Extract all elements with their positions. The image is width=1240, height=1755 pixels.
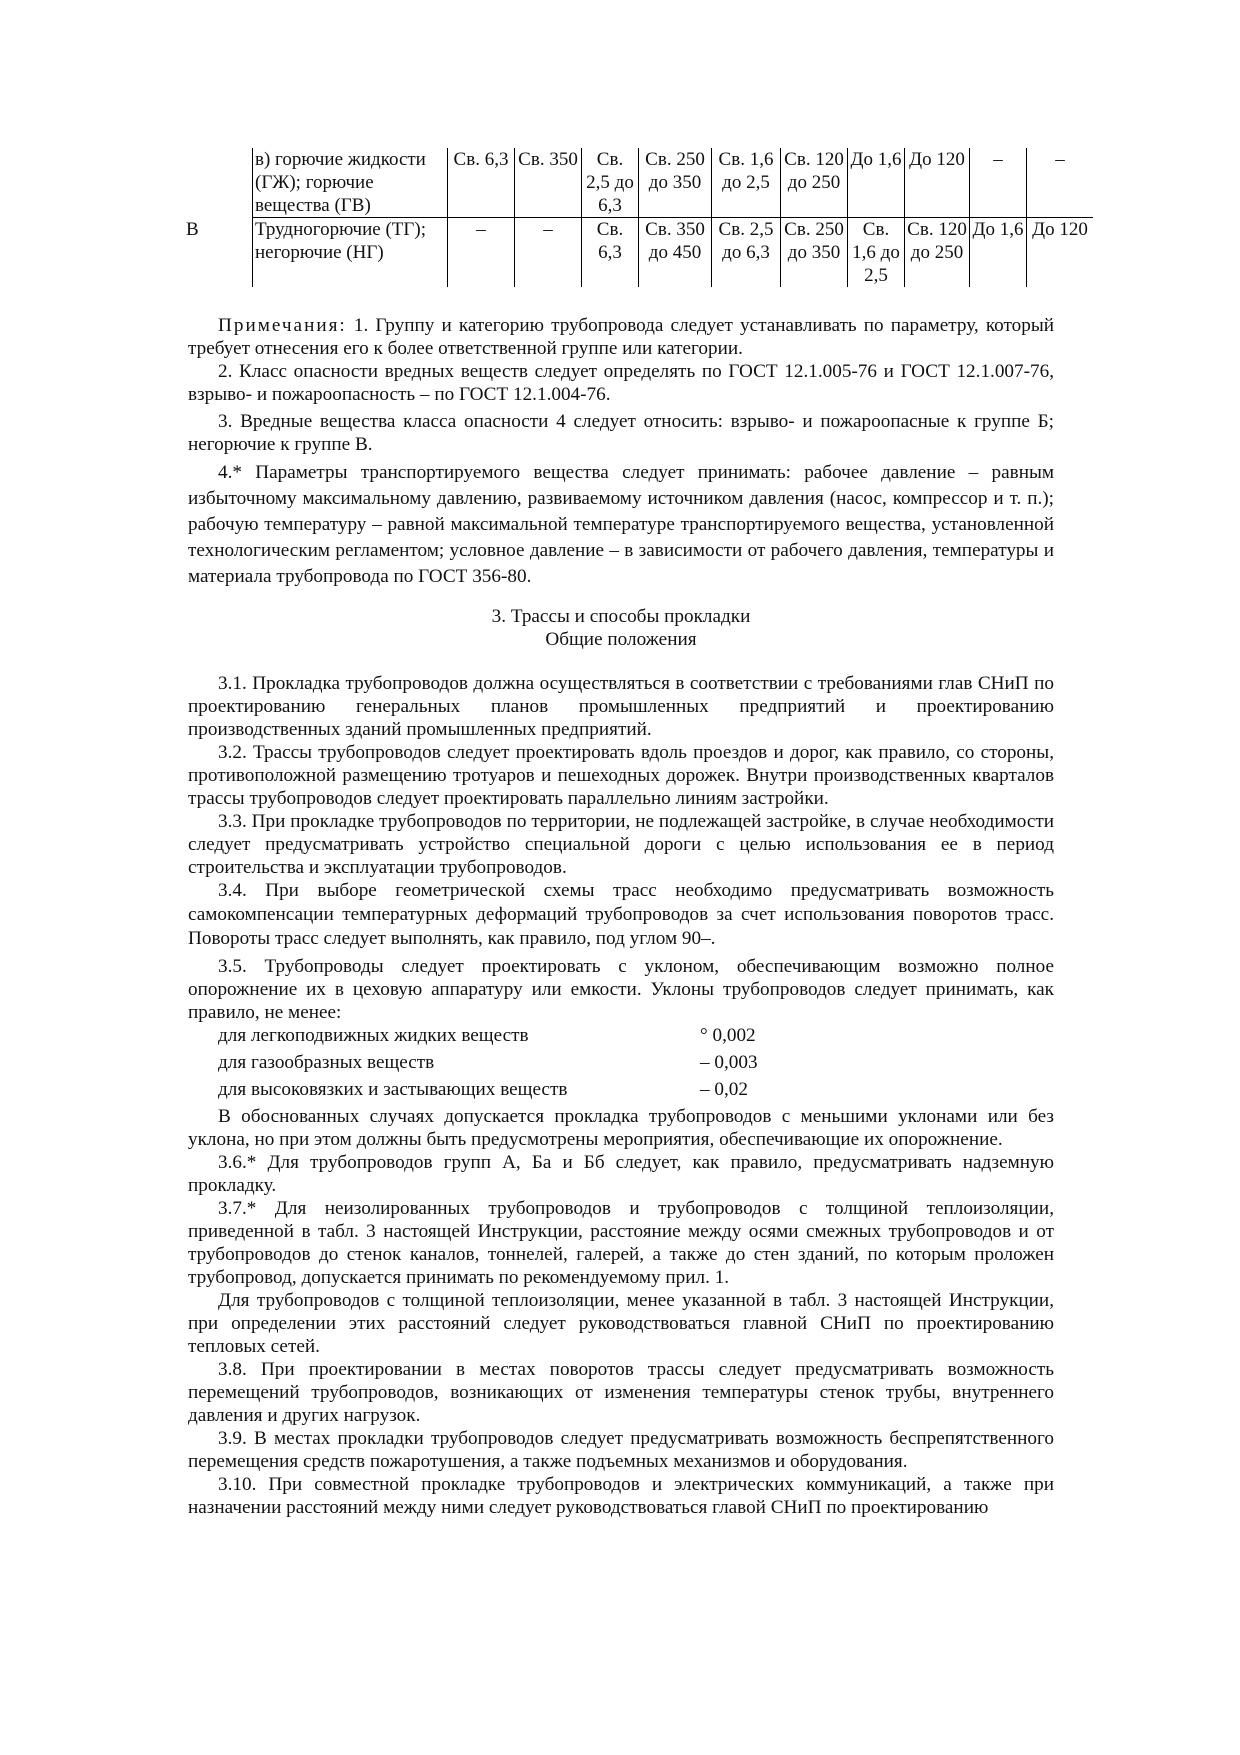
value-cell: Св. 2,5 до 6,3 (712, 218, 781, 288)
paragraph-3-5: 3.5. Трубопроводы следует проектировать с уклоном, обеспечивающим возможно полное опорожнение их в цеховую аппаратуру или емкости. Уклоны трубопроводов следует принимать, как правило, не менее: (188, 956, 1054, 1023)
value-cell: До 120 (1027, 218, 1094, 288)
value-cell: До 120 (905, 148, 970, 218)
value-cell: – (448, 218, 515, 288)
paragraph-3-6: 3.6.* Для трубопроводов групп А, Ба и Бб следует, как правило, предусматривать надземную прокладку. (188, 1152, 1054, 1196)
section-title: 3. Трассы и способы прокладки (491, 606, 751, 627)
paragraph-3-5-continued: В обоснованных случаях допускается прокладка трубопроводов с меньшими уклонами или без уклона, но при этом должны быть предусмотрены мероприятия, обеспечивающие их опорожнение. (188, 1106, 1054, 1150)
value-cell: Св. 250 до 350 (781, 218, 848, 288)
value-cell: Св. 6,3 (582, 218, 639, 288)
note-4: 4.* Параметры транспортируемого вещества следует принимать: рабочее давление – равным избыточному максимальному давлению, развиваемому источником давления (насос, компрессор и т. п.); рабочую температуру – равной максимальной температуре транспортируемого вещества, установленной технологическим регламентом; условное давление – в зависимости от рабочего давления, температуры и материала трубопровода по ГОСТ 356-80. (188, 462, 1054, 587)
table-row (186, 218, 1093, 288)
value-cell: Св. 350 (515, 148, 582, 218)
substance-cell: Трудногорючие (ТГ); негорючие (НГ) (253, 218, 448, 288)
paragraph-3-7-continued: Для трубопроводов с толщиной теплоизоляции, менее указанной в табл. 3 настоящей Инструкции, при определении этих расстояний следует руководствоваться главной СНиП по проектированию тепловых сетей. (188, 1290, 1054, 1357)
value-cell: Св. 6,3 (448, 148, 515, 218)
note-3: 3. Вредные вещества класса опасности 4 следует относить: взрыво- и пожароопасные к группе Б; негорючие к группе В. (188, 411, 1054, 455)
paragraph-3-7: 3.7.* Для неизолированных трубопроводов и трубопроводов с толщиной теплоизоляции, приведенной в табл. 3 настоящей Инструкции, расстояние между осями смежных трубопроводов и от трубопроводов до стенок каналов, тоннелей, галерей, а также до стен зданий, по которым проложен трубопровод, допускается принимать по рекомендуемому прил. 1. (188, 1198, 1054, 1288)
notes-block (188, 314, 1054, 590)
substance-cell: в) горючие жидкости (ГЖ); горючие вещества (ГВ) (253, 148, 448, 218)
paragraph-3-9: 3.9. В местах прокладки трубопроводов следует предусматривать возможность беспрепятственного перемещения средств пожаротушения, а также подъемных механизмов и оборудования. (188, 1428, 1054, 1472)
note-1 (188, 314, 1054, 360)
paragraph-3-1: 3.1. Прокладка трубопроводов должна осуществляться в соответствии с требованиями глав СНиП по проектированию генеральных планов промышленных предприятий и проектированию производственных зданий промышленных предприятий. (188, 673, 1054, 740)
notes-label: Примечания: (218, 315, 347, 336)
slope-value: – 0,003 (700, 1052, 758, 1073)
paragraph-3-2: 3.2. Трассы трубопроводов следует проектировать вдоль проездов и дорог, как правило, со стороны, противоположной размещению тротуаров и пешеходных дорожек. Внутри производственных кварталов трассы трубопроводов следует проектировать параллельно линиям застройки. (188, 742, 1054, 809)
slope-value: – 0,02 (700, 1079, 748, 1100)
value-cell: Св. 120 до 250 (781, 148, 848, 218)
value-cell: – (515, 218, 582, 288)
slope-label: для газообразных веществ (218, 1052, 435, 1073)
paragraph-3-3: 3.3. При прокладке трубопроводов по территории, не подлежащей застройке, в случае необходимости следует предусматривать устройство специальной дороги с целью использования ее в период строительства и эксплуатации трубопроводов. (188, 811, 1054, 878)
value-cell: Св. 250 до 350 (639, 148, 712, 218)
slope-row (188, 1078, 1054, 1105)
table-row (186, 148, 1093, 218)
slope-row (188, 1051, 1054, 1078)
slope-value: ° 0,002 (700, 1025, 756, 1046)
group-cell (186, 148, 253, 218)
slope-label: для легкоподвижных жидких веществ (218, 1025, 529, 1046)
section-subtitle: Общие положения (545, 629, 697, 650)
paragraph-3-4: 3.4. При выборе геометрической схемы трасс необходимо предусматривать возможность самокомпенсации температурных деформаций трубопроводов за счет использования поворотов трасс. Повороты трасс следует выполнять, как правило, под углом 90–. (188, 880, 1054, 949)
value-cell: Св. 1,6 до 2,5 (848, 218, 905, 288)
section-body (188, 672, 1054, 1519)
slope-label: для высоковязких и застывающих веществ (218, 1079, 568, 1100)
paragraph-3-10: 3.10. При совместной прокладке трубопроводов и электрических коммуникаций, а также при назначении расстояний между ними следует руководствоваться главой СНиП по проектированию (188, 1474, 1054, 1518)
value-cell: – (970, 148, 1027, 218)
group-cell: В (186, 218, 199, 240)
value-cell: – (1027, 148, 1094, 218)
pipeline-category-table (186, 148, 1093, 287)
value-cell: До 1,6 (970, 218, 1027, 288)
section-heading (188, 605, 1054, 651)
value-cell: Св. 350 до 450 (639, 218, 712, 288)
value-cell: Св. 120 до 250 (905, 218, 970, 288)
slope-row (188, 1024, 1054, 1051)
note-1-text: 1. Группу и категорию трубопровода следует устанавливать по параметру, который требует отнесения его к более ответственной группе или категории. (188, 315, 1055, 359)
value-cell: До 1,6 (848, 148, 905, 218)
note-2: 2. Класс опасности вредных веществ следует определять по ГОСТ 12.1.005-76 и ГОСТ 12.1.007-76, взрыво- и пожароопасность – по ГОСТ 12.1.004-76. (188, 361, 1054, 405)
value-cell: Св. 1,6 до 2,5 (712, 148, 781, 218)
value-cell: Св. 2,5 до 6,3 (582, 148, 639, 218)
paragraph-3-8: 3.8. При проектировании в местах поворотов трассы следует предусматривать возможность перемещений трубопроводов, возникающих от изменения температуры стенок трубы, внутреннего давления и других нагрузок. (188, 1359, 1054, 1426)
